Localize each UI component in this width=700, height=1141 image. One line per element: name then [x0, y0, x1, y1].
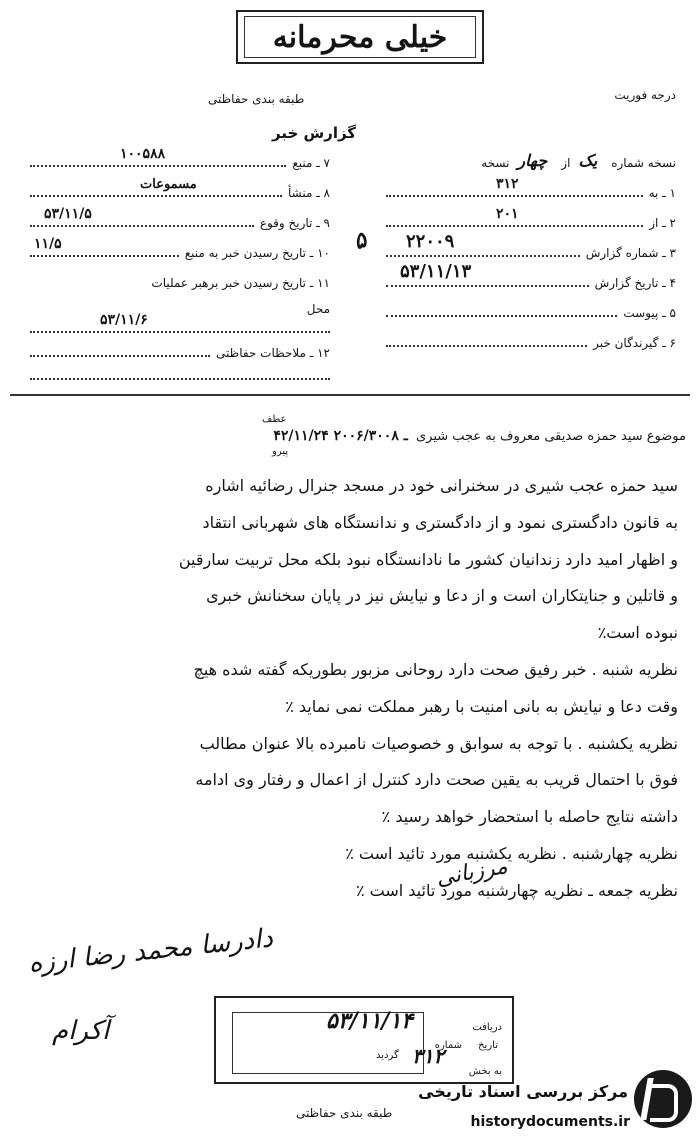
field-ops-received-date	[30, 270, 330, 290]
subject-line	[273, 428, 686, 444]
origin-label: ۸ ـ منشأ	[287, 186, 330, 200]
margin-mark: ۵	[349, 226, 370, 256]
copy-suffix-label: نسخه	[481, 156, 510, 170]
copy-from-label: از	[561, 156, 571, 170]
receipt-registered-label: گردید	[376, 1050, 399, 1061]
field-ops-received-date-place	[30, 296, 330, 316]
classification-stamp-text: خیلی محرمانه	[272, 19, 448, 55]
body-line: نظریه شنبه . خبر رفیق صحت دارد روحانی مزبور بطوریکه گفته شده هیچ	[193, 659, 678, 679]
report-number-value: ۲۲۰۰۹	[406, 231, 455, 252]
body-line: فوق با احتمال قریب به یقین صحت دارد کنترل از اعمال و رفتار وی ادامه	[195, 770, 678, 790]
report-date-value: ۵۳/۱۱/۱۳	[400, 261, 472, 282]
source-label: ۷ ـ منبع	[292, 156, 330, 170]
body-line: سید حمزه عجب شیری در سخنرانی خود در مسجد جنرال رضائیه اشاره	[205, 476, 678, 495]
source-received-date-value: ۱۱/۵	[34, 236, 62, 252]
classification-stamp	[236, 10, 484, 64]
left-handwritten-initials: آکرام	[52, 1016, 110, 1046]
subject-text: سید حمزه صدیقی معروف به عجب شیری	[415, 429, 643, 444]
subject-note-bottom: پیرو	[272, 446, 289, 457]
field-source	[30, 146, 330, 170]
priority-label: درجه فوریت	[614, 88, 676, 102]
source-value: ۱۰۰۵۸۸	[120, 146, 166, 162]
body-line: نظریه جمعه ـ نظریه چهارشنبه مورد تائید است ٪	[355, 880, 678, 900]
report-number-label: ۳ ـ شماره گزارش	[585, 246, 676, 260]
watermark-text-en: historydocuments.ir	[470, 1114, 630, 1130]
field-ops-received-date-value-line	[30, 312, 330, 336]
body-line: به قانون دادگستری نمود و از دادگستری و ندانستگاه های شهربانی انتقاد	[202, 512, 678, 532]
ops-received-place-label: محل	[306, 302, 330, 316]
field-attachment	[386, 300, 676, 320]
body-line: داشته نتایج حاصله با استحضار خواهد رسید ٪	[381, 807, 678, 827]
ops-received-date-value: ۵۳/۱۱/۶	[100, 312, 148, 328]
from-label: ۲ ـ از	[649, 216, 676, 230]
archive-logo-icon	[634, 1070, 692, 1128]
watermark-text-fa: مرکز بررسی اسناد تاریخی	[418, 1082, 628, 1101]
body-line: نبوده است٪	[597, 623, 678, 643]
occurrence-date-value: ۵۳/۱۱/۵	[44, 206, 92, 222]
field-occurrence-date	[30, 206, 330, 230]
receipt-stamp	[214, 996, 514, 1084]
footer-security-class-label: طبقه بندی حفاظتی	[296, 1106, 393, 1120]
receipt-handwritten-date: ۵۳/۱۱/۱۴	[326, 1008, 413, 1034]
to-value: ۳۱۲	[496, 176, 519, 192]
report-body	[18, 468, 678, 910]
section-divider	[10, 394, 690, 396]
source-received-date-label: ۱۰ ـ تاریخ رسیدن خبر به منبع	[184, 246, 330, 260]
subject-label: موضوع	[646, 429, 686, 444]
from-value: ۲۰۱	[496, 206, 519, 222]
subject-note-top: عطف	[262, 414, 287, 425]
body-line: وقت دعا و نیایش به بانی امنیت با رهبر مملکت نمی نماید ٪	[285, 696, 678, 716]
field-origin	[30, 177, 330, 200]
field-copy-number	[386, 150, 676, 170]
attachment-label: ۵ ـ پیوست	[623, 306, 676, 320]
recipients-label: ۶ ـ گیرندگان خبر	[593, 336, 676, 350]
field-recipients	[386, 330, 676, 350]
receipt-date-label: تاریخ	[478, 1040, 498, 1051]
receipt-section-label: به بخش	[468, 1066, 502, 1077]
left-handwritten-note: دادرسا محمد رضا ارزه	[27, 923, 275, 979]
copy-from-value: چهار	[517, 151, 548, 170]
receipt-number-label: شماره	[434, 1040, 462, 1051]
body-line: نظریه یکشنبه . با توجه به سوابق و خصوصیات نامبرده بالا عنوان مطالب	[199, 733, 678, 753]
copy-number-label: نسخه شماره	[611, 156, 676, 170]
report-title: گزارش خبر	[272, 124, 357, 142]
field-to	[386, 176, 676, 200]
field-source-received-date	[30, 236, 330, 260]
body-line: و اظهار امید دارد زندانیان کشور ما نادانستگاه نبود بلکه محل تربیت سارقین	[178, 549, 678, 569]
security-class-label: طبقه بندی حفاظتی	[208, 92, 305, 106]
receipt-received-label: دریافت	[472, 1022, 502, 1033]
field-report-number	[386, 231, 676, 260]
report-date-label: ۴ ـ تاریخ گزارش	[594, 276, 676, 290]
ops-received-date-label: ۱۱ ـ تاریخ رسیدن خبر برهبر عملیات	[151, 276, 330, 290]
field-security-notes	[30, 340, 330, 360]
copy-number-value: یک	[578, 151, 598, 170]
middle-signature: مرزبانی	[434, 853, 510, 892]
security-notes-label: ۱۲ ـ ملاحظات حفاظتی	[216, 346, 330, 360]
body-line: نظریه چهارشنبه . نظریه یکشنبه مورد تائید است ٪	[345, 843, 678, 863]
field-report-date	[386, 261, 676, 290]
security-notes-line	[30, 378, 330, 380]
occurrence-date-label: ۹ ـ تاریخ وقوع	[259, 216, 330, 230]
receipt-handwritten-section: ۳۱۲	[412, 1044, 445, 1068]
subject-code: ۴۲/۱۱/۲۴ ـ ۲۰۰۶/۳۰۰۸	[273, 428, 408, 444]
body-line: و قاتلین و جنایتکاران است و از دعا و نیایش نیز در پایان سخنانش خبری	[206, 586, 678, 606]
to-label: ۱ ـ به	[648, 186, 676, 200]
origin-value: مسموعات	[140, 177, 197, 192]
field-from	[386, 206, 676, 230]
